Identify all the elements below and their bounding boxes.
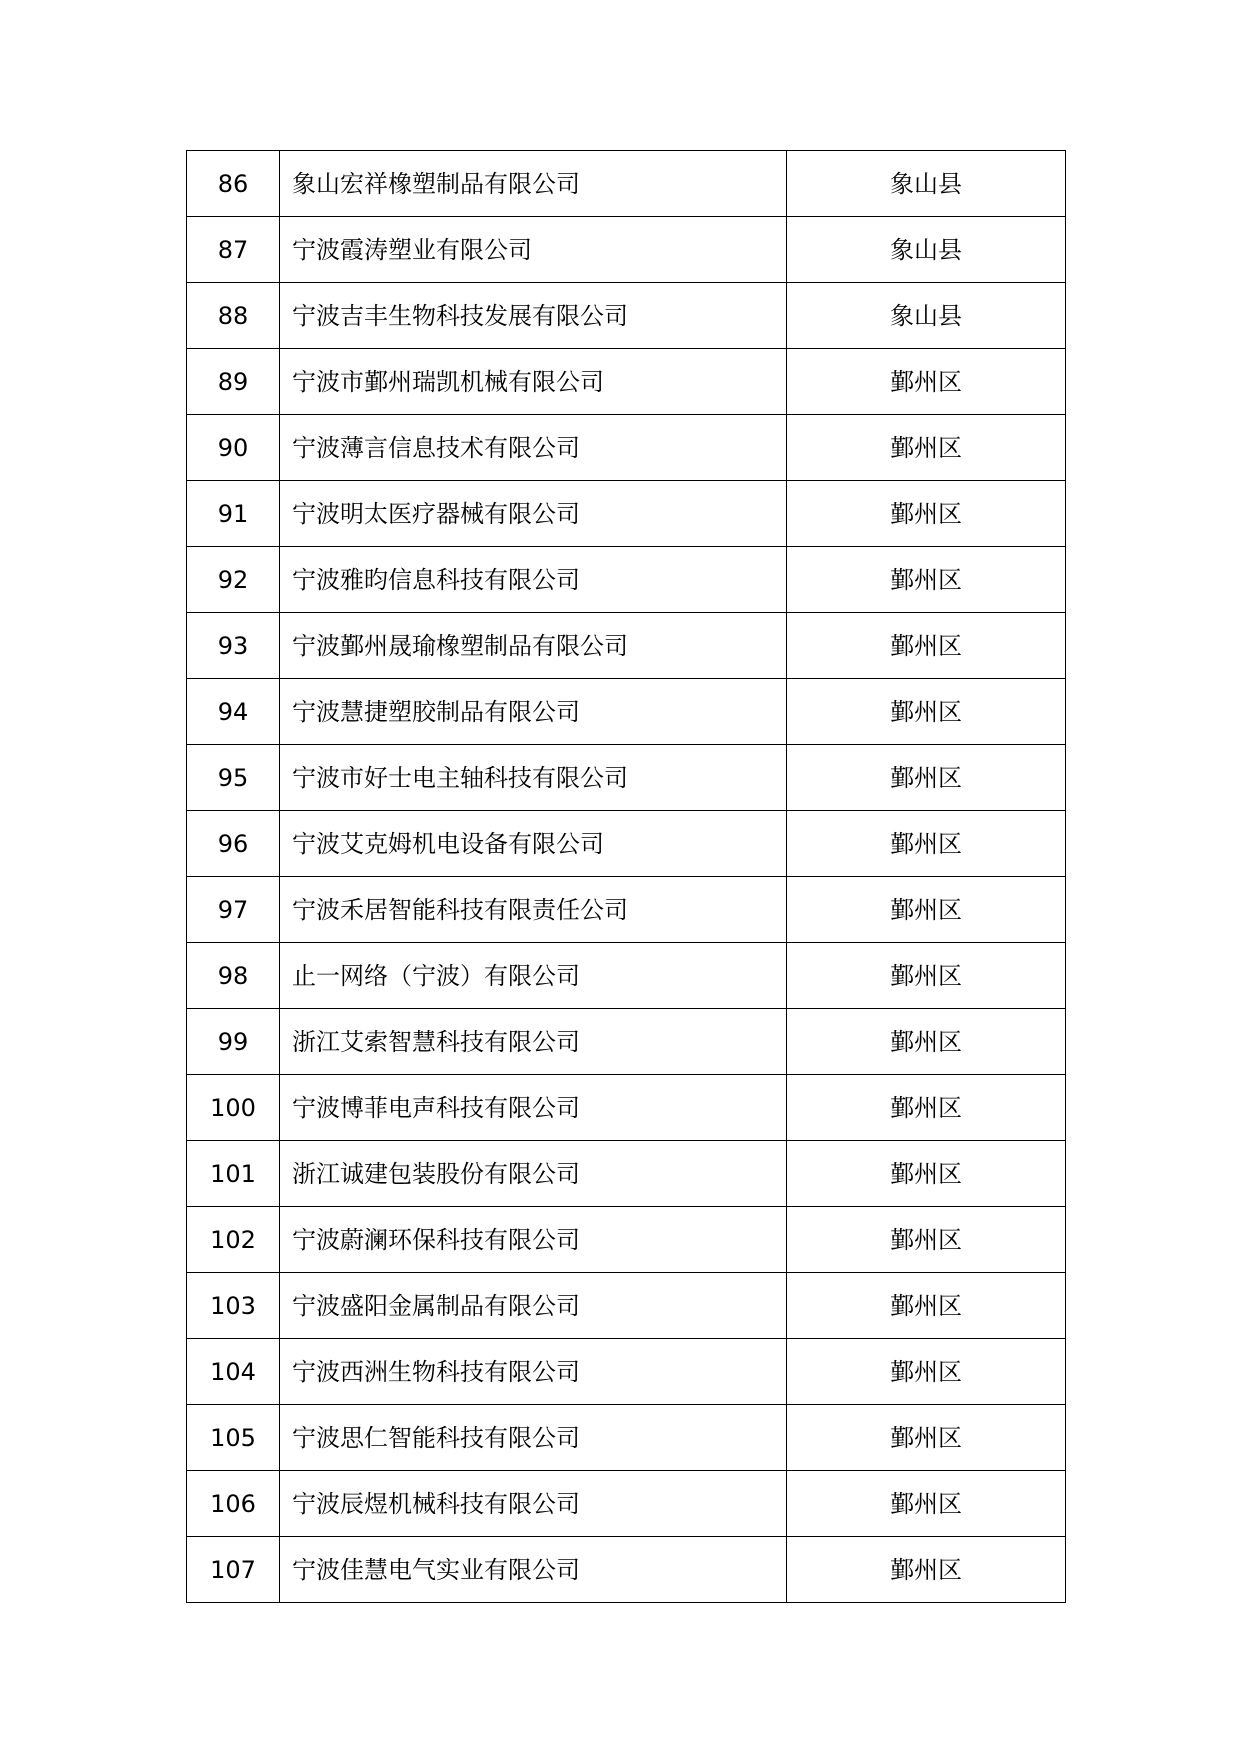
company-name: 浙江诚建包装股份有限公司 <box>280 1141 787 1207</box>
company-region: 鄞州区 <box>787 1075 1066 1141</box>
company-name: 宁波明太医疗器械有限公司 <box>280 481 787 547</box>
company-region: 鄞州区 <box>787 1009 1066 1075</box>
row-number: 105 <box>187 1405 280 1471</box>
company-name: 止一网络（宁波）有限公司 <box>280 943 787 1009</box>
company-region: 鄞州区 <box>787 1207 1066 1273</box>
company-region: 鄞州区 <box>787 349 1066 415</box>
company-region: 鄞州区 <box>787 1273 1066 1339</box>
table-row <box>187 1537 1066 1603</box>
row-number: 86 <box>187 151 280 217</box>
company-region: 象山县 <box>787 151 1066 217</box>
company-name: 宁波市鄞州瑞凯机械有限公司 <box>280 349 787 415</box>
company-region: 鄞州区 <box>787 1339 1066 1405</box>
company-region: 鄞州区 <box>787 481 1066 547</box>
company-name: 宁波吉丰生物科技发展有限公司 <box>280 283 787 349</box>
row-number: 107 <box>187 1537 280 1603</box>
company-name: 象山宏祥橡塑制品有限公司 <box>280 151 787 217</box>
company-region: 鄞州区 <box>787 877 1066 943</box>
company-name: 宁波雅昀信息科技有限公司 <box>280 547 787 613</box>
company-name: 宁波慧捷塑胶制品有限公司 <box>280 679 787 745</box>
table-row <box>187 283 1066 349</box>
row-number: 98 <box>187 943 280 1009</box>
company-region: 鄞州区 <box>787 1405 1066 1471</box>
company-region: 鄞州区 <box>787 943 1066 1009</box>
table-row <box>187 151 1066 217</box>
table-row <box>187 613 1066 679</box>
row-number: 88 <box>187 283 280 349</box>
row-number: 102 <box>187 1207 280 1273</box>
table-row <box>187 1075 1066 1141</box>
row-number: 96 <box>187 811 280 877</box>
company-name: 宁波市好士电主轴科技有限公司 <box>280 745 787 811</box>
company-name: 宁波薄言信息技术有限公司 <box>280 415 787 481</box>
company-list-table <box>186 150 1066 1603</box>
table-row <box>187 679 1066 745</box>
company-region: 象山县 <box>787 283 1066 349</box>
company-name: 宁波霞涛塑业有限公司 <box>280 217 787 283</box>
company-region: 鄞州区 <box>787 547 1066 613</box>
row-number: 90 <box>187 415 280 481</box>
table-body <box>187 151 1066 1603</box>
table-row <box>187 1339 1066 1405</box>
company-name: 宁波蔚澜环保科技有限公司 <box>280 1207 787 1273</box>
company-name: 浙江艾索智慧科技有限公司 <box>280 1009 787 1075</box>
company-region: 鄞州区 <box>787 1537 1066 1603</box>
table-row <box>187 481 1066 547</box>
company-region: 鄞州区 <box>787 613 1066 679</box>
table-row <box>187 1471 1066 1537</box>
table-row <box>187 1207 1066 1273</box>
row-number: 87 <box>187 217 280 283</box>
table-row <box>187 1273 1066 1339</box>
table-row <box>187 217 1066 283</box>
company-region: 鄞州区 <box>787 1471 1066 1537</box>
table-row <box>187 745 1066 811</box>
company-region: 鄞州区 <box>787 1141 1066 1207</box>
company-region: 鄞州区 <box>787 745 1066 811</box>
row-number: 93 <box>187 613 280 679</box>
company-name: 宁波艾克姆机电设备有限公司 <box>280 811 787 877</box>
company-name: 宁波博菲电声科技有限公司 <box>280 1075 787 1141</box>
company-name: 宁波鄞州晟瑜橡塑制品有限公司 <box>280 613 787 679</box>
table-row <box>187 877 1066 943</box>
company-name: 宁波思仁智能科技有限公司 <box>280 1405 787 1471</box>
table-row <box>187 811 1066 877</box>
table-row <box>187 1141 1066 1207</box>
row-number: 91 <box>187 481 280 547</box>
row-number: 104 <box>187 1339 280 1405</box>
table-row <box>187 943 1066 1009</box>
table-row <box>187 547 1066 613</box>
row-number: 103 <box>187 1273 280 1339</box>
company-region: 鄞州区 <box>787 679 1066 745</box>
company-region: 鄞州区 <box>787 811 1066 877</box>
row-number: 92 <box>187 547 280 613</box>
table-row <box>187 349 1066 415</box>
row-number: 99 <box>187 1009 280 1075</box>
company-region: 鄞州区 <box>787 415 1066 481</box>
company-name: 宁波禾居智能科技有限责任公司 <box>280 877 787 943</box>
table-row <box>187 1405 1066 1471</box>
table-row <box>187 1009 1066 1075</box>
row-number: 106 <box>187 1471 280 1537</box>
row-number: 101 <box>187 1141 280 1207</box>
company-name: 宁波西洲生物科技有限公司 <box>280 1339 787 1405</box>
table-row <box>187 415 1066 481</box>
row-number: 89 <box>187 349 280 415</box>
company-name: 宁波佳慧电气实业有限公司 <box>280 1537 787 1603</box>
company-name: 宁波盛阳金属制品有限公司 <box>280 1273 787 1339</box>
row-number: 97 <box>187 877 280 943</box>
company-region: 象山县 <box>787 217 1066 283</box>
row-number: 100 <box>187 1075 280 1141</box>
row-number: 94 <box>187 679 280 745</box>
company-name: 宁波辰煜机械科技有限公司 <box>280 1471 787 1537</box>
row-number: 95 <box>187 745 280 811</box>
